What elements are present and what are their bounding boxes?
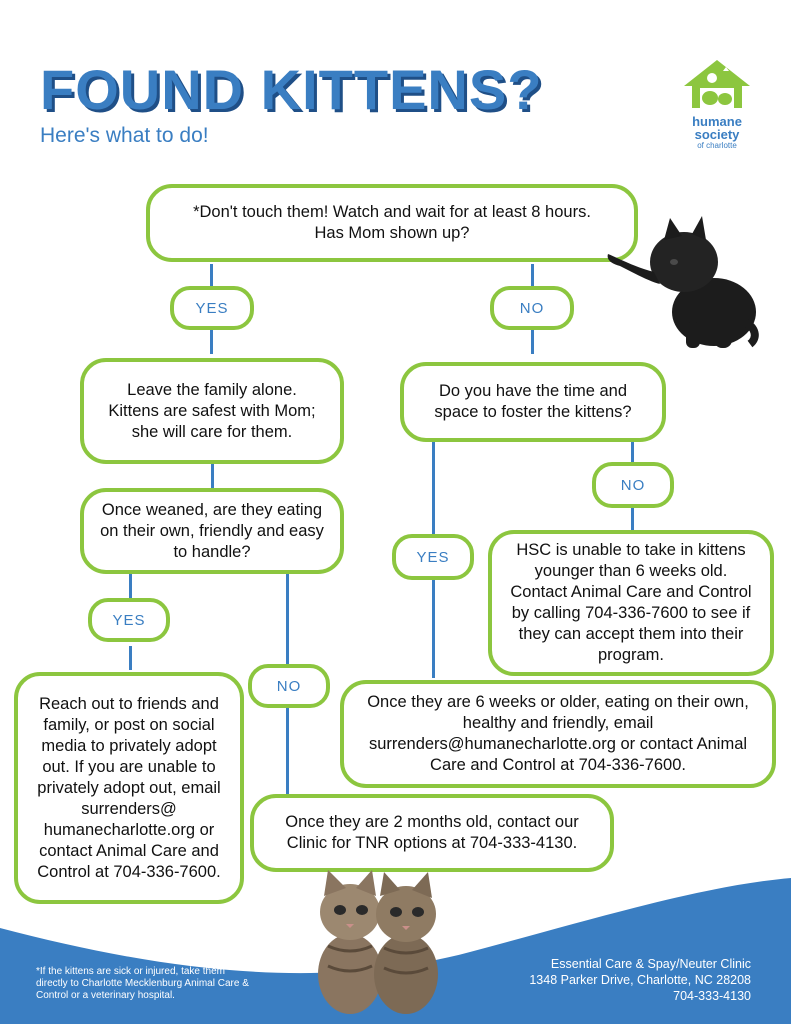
clinic-address: 1348 Parker Drive, Charlotte, NC 28208 xyxy=(529,973,751,987)
connector-line xyxy=(129,574,132,598)
logo-text-humane: humane xyxy=(692,114,742,129)
footer-clinic-info xyxy=(529,956,751,1004)
connector-line xyxy=(210,264,213,286)
footer-sick-injured-note: *If the kittens are sick or injured, take them directly to Charlotte Mecklenburg Animal Care & Control or a veterinary hospital. xyxy=(36,966,249,1001)
weaned-question-box: Once weaned, are they eating on their own, friendly and easy to handle? xyxy=(80,488,344,574)
connector-line xyxy=(432,442,435,534)
connector-line xyxy=(631,442,634,462)
yes-label: YES xyxy=(170,286,254,330)
no-label: NO xyxy=(490,286,574,330)
yes-label: YES xyxy=(392,534,474,580)
house-pet-logo-icon xyxy=(682,58,752,110)
start-question-box: *Don't touch them! Watch and wait for at least 8 hours. Has Mom shown up? xyxy=(146,184,638,262)
clinic-name: Essential Care & Spay/Neuter Clinic xyxy=(550,957,751,971)
connector-line xyxy=(432,580,435,678)
connector-line xyxy=(286,708,289,794)
connector-line xyxy=(210,330,213,354)
reach-out-box: Reach out to friends and family, or post on social media to privately adopt out. If you are unable to privately adopt out, email surrenders@ humanecharlotte.org or contact Animal Care and Control at 704-336-7600. xyxy=(14,672,244,904)
logo-text-charlotte: of charlotte xyxy=(697,141,737,150)
no-label: NO xyxy=(248,664,330,708)
logo-text-society: society xyxy=(694,127,740,142)
six-weeks-box: Once they are 6 weeks or older, eating on their own, healthy and friendly, email surrenders@humanecharlotte.org or contact Animal Care and Control at 704-336-7600. xyxy=(340,680,776,788)
tabby-kittens-image xyxy=(306,866,448,1016)
connector-line xyxy=(531,264,534,286)
two-months-box: Once they are 2 months old, contact our Clinic for TNR options at 704-333-4130. xyxy=(250,794,614,872)
page-subtitle: Here's what to do! xyxy=(40,124,209,147)
humane-society-logo xyxy=(672,58,762,158)
hsc-unable-box: HSC is unable to take in kittens younger than 6 weeks old. Contact Animal Care and Control by calling 704-336-7600 to see if they can accept them into their program. xyxy=(488,530,774,676)
page-title: FOUND KITTENS? xyxy=(40,58,543,121)
black-kitten-image xyxy=(604,212,760,352)
clinic-phone: 704-333-4130 xyxy=(673,989,751,1003)
yes-label: YES xyxy=(88,598,170,642)
connector-line xyxy=(531,330,534,354)
connector-line xyxy=(631,508,634,530)
no-label: NO xyxy=(592,462,674,508)
connector-line xyxy=(286,574,289,664)
foster-question-box: Do you have the time and space to foster the kittens? xyxy=(400,362,666,442)
connector-line xyxy=(129,646,132,670)
leave-family-alone-box: Leave the family alone. Kittens are safest with Mom; she will care for them. xyxy=(80,358,344,464)
connector-line xyxy=(211,464,214,488)
